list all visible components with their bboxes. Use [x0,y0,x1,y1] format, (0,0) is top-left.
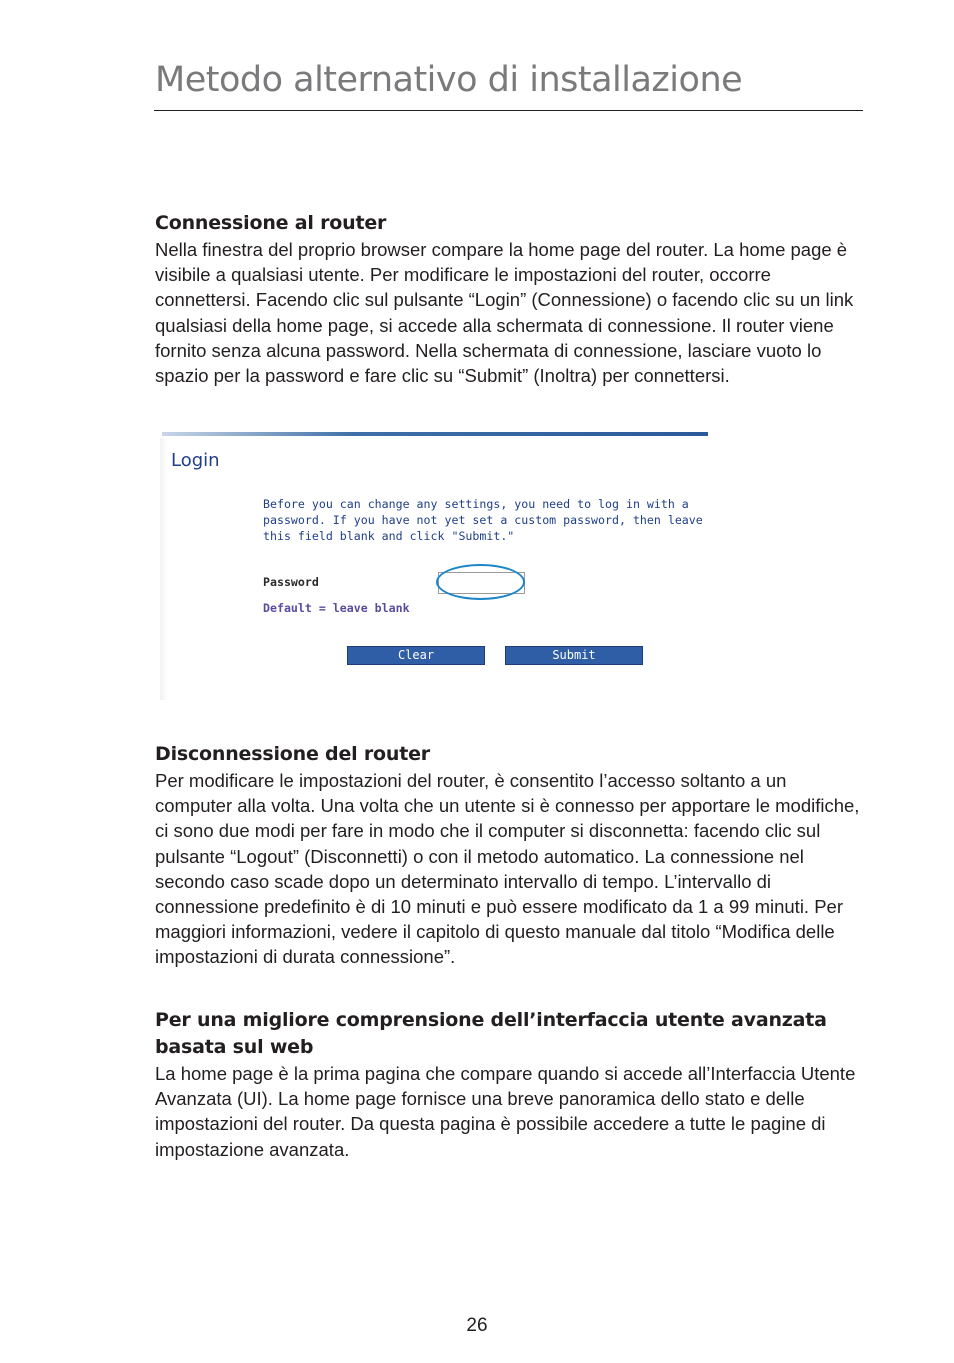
submit-button[interactable]: Submit [505,646,643,665]
login-heading: Login [171,450,220,471]
section-connection [155,210,867,388]
title-divider [154,110,863,111]
default-password-hint: Default = leave blank [263,601,410,615]
login-instructions: Before you can change any settings, you need to log in with a password. If you have not yet set a custom password, then leave this field blank and click "Submit." [263,497,703,543]
page-title: Metodo alternativo di installazione [155,60,743,100]
section-heading: Per una migliore comprensione dell’interfaccia utente avanzata basata sul web [155,1009,827,1058]
section-body: La home page è la prima pagina che compare quando si accede all’Interfaccia Utente Avanzata (UI). La home page fornisce una breve panoramica dello stato e delle impostazioni del router. Da questa pagina è possibile accedere a tutte le pagine di impostazione avanzata. [155,1063,856,1160]
section-heading: Disconnessione del router [155,743,430,765]
section-body: Per modificare le impostazioni del router, è consentito l’accesso soltanto a un computer alla volta. Una volta che un utente si è connesso per apportare le modifiche, ci sono due modi per fare in modo che il computer si disconnetta: facendo clic sul pulsante “Logout” (Disconnetti) o con il metodo automatico. La connessione nel secondo caso scade dopo un determinato intervallo di tempo. L’intervallo di connessione predefinito è di 10 minuti e può essere modificato da 1 a 99 minuti. Per maggiori informazioni, vedere il capitolo di questo manuale dal titolo “Modifica delle impostazioni di durata connessione”. [155,770,860,968]
section-advanced-ui [155,1007,867,1162]
login-screenshot [160,430,708,702]
screenshot-left-edge [160,438,168,700]
screenshot-top-bar [162,432,708,436]
section-heading: Connessione al router [155,212,387,234]
clear-button[interactable]: Clear [347,646,485,665]
password-label: Password [263,575,319,589]
section-disconnection [155,741,867,970]
password-input[interactable] [438,572,525,594]
section-body: Nella finestra del proprio browser compare la home page del router. La home page è visibile a qualsiasi utente. Per modificare le impostazioni del router, occorre connettersi. Facendo clic sul pulsante “Login” (Connessione) o facendo clic su un link qualsiasi della home page, si accede alla schermata di connessione. Il router viene fornito senza alcuna password. Nella schermata di connessione, lasciare vuoto lo spazio per la password e fare clic su “Submit” (Inoltra) per connettersi. [155,239,854,387]
page-number: 26 [466,1315,488,1336]
